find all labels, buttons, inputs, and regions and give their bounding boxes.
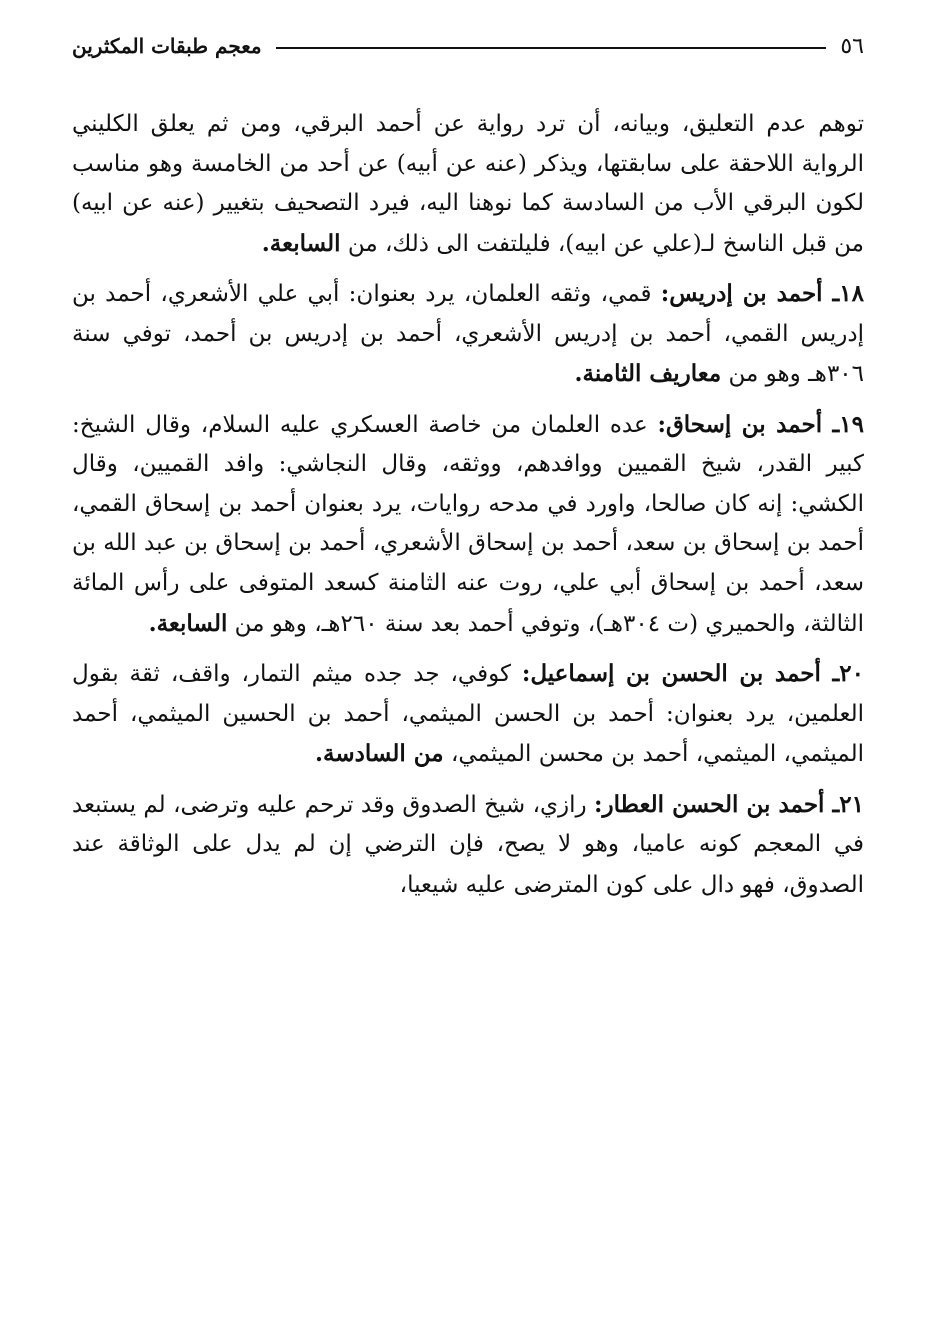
entry-class: معاريف الثامنة. [574, 360, 722, 388]
entry-body: رازي، شيخ الصدوق وقد ترحم عليه وترضى، لم يستبعد في المعجم كونه عاميا، وهو لا يصح، فإن الترضي إن لم يدل على الوثاقة عند الصدوق، فهو دال على كون المترضى عليه شيعيا، [72, 791, 864, 898]
paragraph-continuation [72, 104, 864, 264]
entry-body: توهم عدم التعليق، وبيانه، أن ترد رواية عن أحمد البرقي، ومن ثم يعلق الكليني الرواية اللاحقة على سابقتها، ويذكر (عنه عن أبيه) عن أحد من الخامسة وهو مناسب لكون البرقي الأب من السادسة كما نوهنا اليه، فيرد التصحيف بتغيير (عنه عن ابيه) من قبل الناسخ لـ(علي عن ابيه)، فليلتفت الى ذلك، من [72, 111, 864, 257]
entry-class: السابعة. [148, 609, 228, 637]
body-text [72, 104, 864, 905]
entry-heading: ١٩ـ أحمد بن إسحاق: [657, 410, 864, 438]
entry-class: السابعة. [261, 229, 341, 257]
header-rule [276, 47, 827, 49]
running-title: معجم طبقات المكثرين [72, 34, 262, 58]
entry-class: من السادسة. [315, 740, 444, 768]
entry-21 [72, 785, 864, 906]
page-number: ٥٦ [840, 33, 864, 59]
entry-heading: ٢٠ـ أحمد بن الحسن بن إسماعيل: [521, 660, 864, 688]
entry-body: كوفي، جد جده ميثم التمار، واقف، ثقة بقول العلمين، يرد بعنوان: أحمد بن الحسن الميثمي، أحمد بن الحسين الميثمي، أحمد الميثمي، الميثمي، أحمد بن محسن الميثمي، [72, 661, 864, 768]
entry-20 [72, 654, 864, 775]
entry-19 [72, 405, 864, 644]
entry-18 [72, 274, 864, 395]
entry-heading: ١٨ـ أحمد بن إدريس: [660, 280, 864, 308]
entry-heading: ٢١ـ أحمد بن الحسن العطار: [594, 790, 864, 818]
page-header [72, 28, 864, 64]
entry-body: قمي، وثقه العلمان، يرد بعنوان: أبي علي الأشعري، أحمد بن إدريس القمي، أحمد بن إدريس الأشعري، أحمد بن إدريس بن أحمد، توفي سنة ٣٠٦هـ وهو من [72, 281, 864, 388]
entry-body: عده العلمان من خاصة العسكري عليه السلام، وقال الشيخ: كبير القدر، شيخ القميين ووافدهم، ووثقه، وقال النجاشي: وافد القميين، وقال الكشي: إنه كان صالحا، واورد في مدحه روايات، يرد بعنوان أحمد بن إسحاق القمي، أحمد بن إسحاق بن سعد، أحمد بن إسحاق الأشعري، أحمد بن إسحاق بن عبد الله بن سعد، أحمد بن إسحاق أبي علي، روت عنه الثامنة كسعد المتوفى على رأس المائة الثالثة، والحميري (ت ٣٠٤هـ)، وتوفي أحمد بعد سنة ٢٦٠هـ، وهو من [72, 411, 864, 637]
